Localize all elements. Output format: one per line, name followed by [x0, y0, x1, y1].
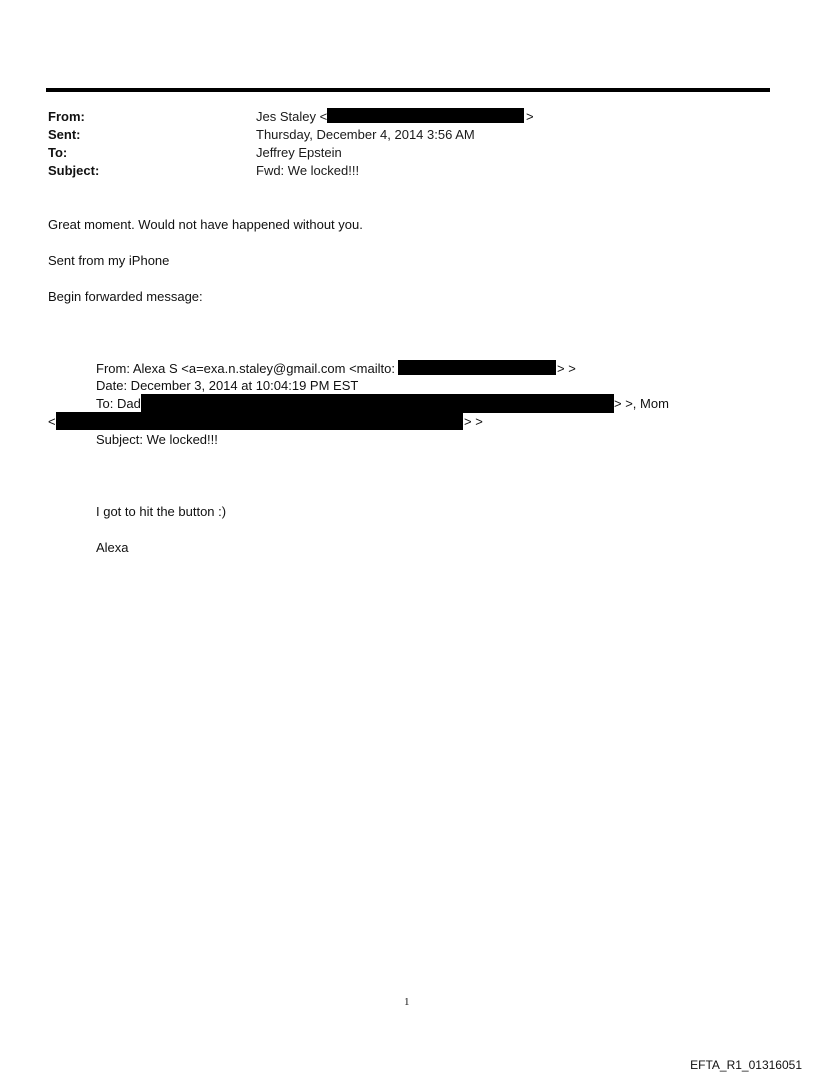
fwd-from-close: > > [557, 361, 576, 376]
to-value: Jeffrey Epstein [256, 145, 342, 160]
to-label: To: [48, 145, 68, 160]
body-line-1: Great moment. Would not have happened without you. [48, 217, 363, 232]
page-number: 1 [404, 996, 410, 1008]
bates-number: EFTA_R1_01316051 [690, 1058, 802, 1072]
from-close: > [526, 109, 534, 124]
redaction-block [327, 108, 524, 123]
fwd-to-close: > >, Mom [614, 396, 669, 411]
fwd-from: From: Alexa S <a=exa.n.staley@gmail.com <mailto: [96, 361, 395, 376]
redaction-block [141, 394, 614, 413]
sent-value: Thursday, December 4, 2014 3:56 AM [256, 127, 475, 142]
fwd-to-wrap-close: > > [464, 414, 483, 429]
from-value: Jes Staley < [256, 109, 328, 124]
fwd-subject: Subject: We locked!!! [96, 432, 218, 447]
sent-label: Sent: [48, 127, 81, 142]
fwd-to: To: Dad [96, 396, 141, 411]
from-label: From: [48, 109, 85, 124]
header-rule [46, 88, 770, 92]
redaction-block [398, 360, 556, 375]
fwd-message-line-2: Alexa [96, 540, 129, 555]
fwd-to-wrap-open: < [48, 414, 56, 429]
body-line-3: Begin forwarded message: [48, 289, 203, 304]
fwd-message-line-1: I got to hit the button :) [96, 504, 227, 519]
subject-label: Subject: [48, 163, 100, 178]
redaction-block [56, 412, 463, 430]
fwd-date: Date: December 3, 2014 at 10:04:19 PM EST [96, 378, 359, 393]
subject-value: Fwd: We locked!!! [256, 163, 360, 178]
body-line-2: Sent from my iPhone [48, 253, 170, 268]
